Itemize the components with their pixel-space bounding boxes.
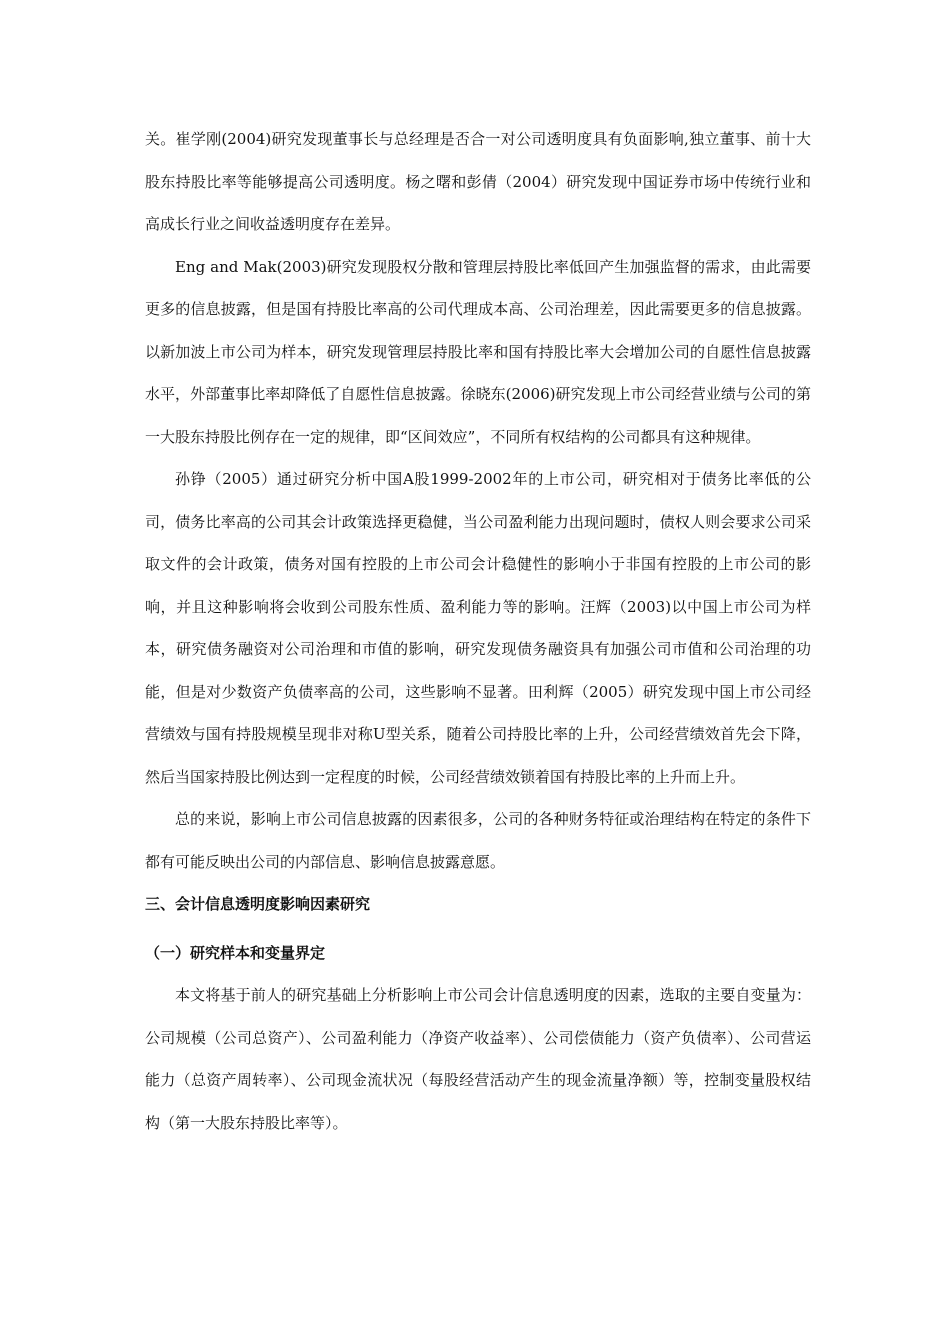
document-body <box>145 118 811 1144</box>
subsection-heading: （一）研究样本和变量界定 <box>145 943 326 962</box>
paragraph-continuation: 关。崔学刚(2004)研究发现董事长与总经理是否合一对公司透明度具有负面影响,独立董事、前十大股东持股比率等能够提高公司透明度。杨之曙和彭倩（2004）研究发现中国证券市场中传统行业和高成长行业之间收益透明度存在差异。 <box>145 130 811 233</box>
section-heading: 三、会计信息透明度影响因素研究 <box>145 895 371 913</box>
paragraph-summary: 总的来说，影响上市公司信息披露的因素很多，公司的各种财务特征或治理结构在特定的条件下都有可能反映出公司的内部信息、影响信息披露意愿。 <box>145 810 811 871</box>
paragraph-variables: 本文将基于前人的研究基础上分析影响上市公司会计信息透明度的因素，选取的主要自变量为：公司规模（公司总资产）、公司盈利能力（净资产收益率）、公司偿债能力（资产负债率）、公司营运能力（总资产周转率）、公司现金流状况（每股经营活动产生的现金流量净额）等，控制变量股权结构（第一大股东持股比率等）。 <box>145 986 811 1132</box>
paragraph-sun-zheng: 孙铮（2005）通过研究分析中国A股1999-2002年的上市公司，研究相对于债务比率低的公司，债务比率高的公司其会计政策选择更稳健，当公司盈利能力出现问题时，债权人则会要求公司采取文件的会计政策，债务对国有控股的上市公司会计稳健性的影响小于非国有控股的上市公司的影响，并且这种影响将会收到公司股东性质、盈利能力等的影响。汪辉（2003)以中国上市公司为样本，研究债务融资对公司治理和市值的影响，研究发现债务融资具有加强公司市值和公司治理的功能，但是对少数资产负债率高的公司，这些影响不显著。田利辉（2005）研究发现中国上市公司经营绩效与国有持股规模呈现非对称U型关系，随着公司持股比率的上升，公司经营绩效首先会下降，然后当国家持股比例达到一定程度的时候，公司经营绩效锁着国有持股比率的上升而上升。 <box>145 470 811 786</box>
paragraph-eng-mak: Eng and Mak(2003)研究发现股权分散和管理层持股比率低回产生加强监督的需求，由此需要更多的信息披露，但是国有持股比率高的公司代理成本高、公司治理差，因此需要更多的信息披露。以新加波上市公司为样本，研究发现管理层持股比率和国有持股比率大会增加公司的自愿性信息披露水平，外部董事比率却降低了自愿性信息披露。徐晓东(2006)研究发现上市公司经营业绩与公司的第一大股东持股比例存在一定的规律，即“区间效应”，不同所有权结构的公司都具有这种规律。 <box>145 257 811 446</box>
